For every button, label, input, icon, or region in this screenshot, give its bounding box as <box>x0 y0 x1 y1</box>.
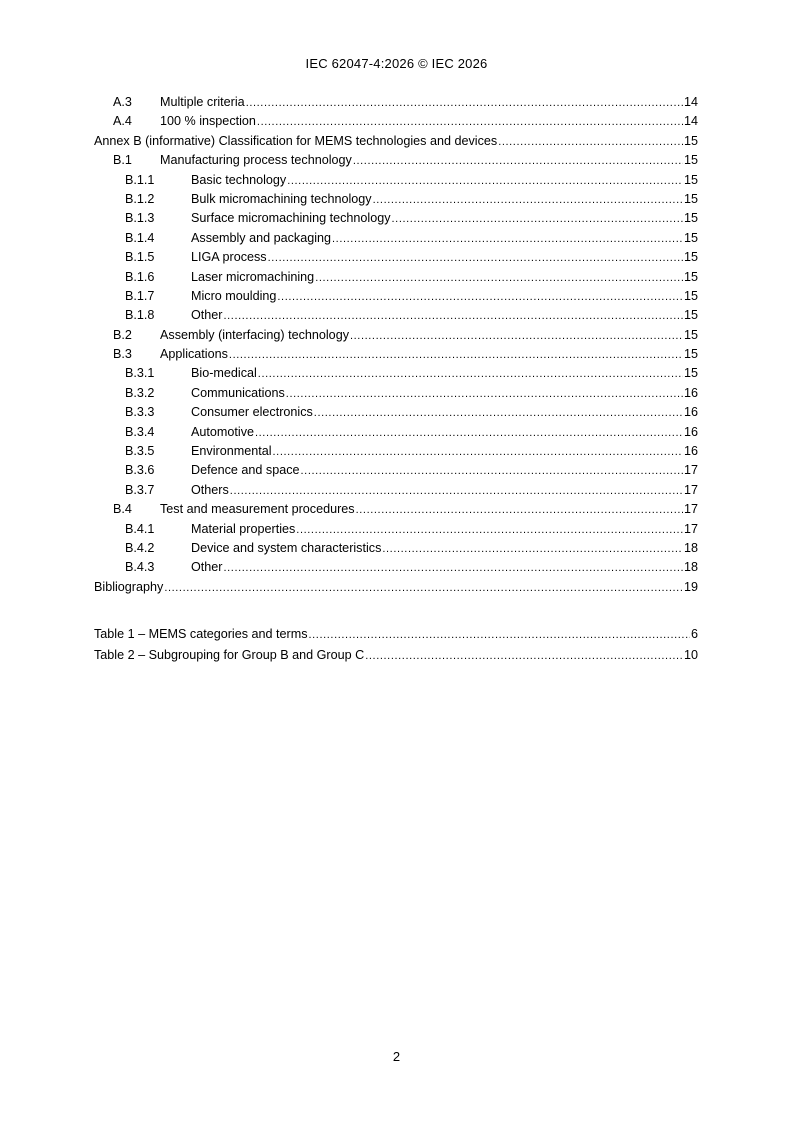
toc-entry-title: Table 1 – MEMS categories and terms <box>94 627 308 641</box>
toc-entry[interactable] <box>94 151 698 170</box>
toc-entry-number: B.3.2 <box>125 385 155 400</box>
toc-entry[interactable] <box>94 520 698 539</box>
toc-entry-number: B.1 <box>113 153 132 168</box>
dot-leader <box>258 365 683 384</box>
toc-entry-title: Automotive <box>191 424 254 439</box>
toc-entry-page: 15 <box>683 366 698 381</box>
toc-entry-number: B.1.6 <box>125 269 155 284</box>
toc-entry[interactable] <box>94 93 698 112</box>
dot-leader <box>273 443 683 462</box>
toc-entry[interactable] <box>94 558 698 577</box>
toc-entry[interactable] <box>94 539 698 558</box>
toc-entry-number: B.3.5 <box>125 444 155 459</box>
toc-entry[interactable] <box>94 268 698 287</box>
toc-entry-number: B.1.2 <box>125 191 155 206</box>
dot-leader <box>356 501 683 520</box>
toc-entry-page: 10 <box>683 648 698 662</box>
toc-entry-number: B.4.1 <box>125 521 155 536</box>
dot-leader <box>286 385 683 404</box>
toc-entry[interactable] <box>94 248 698 267</box>
toc-entry-page: 15 <box>683 269 698 284</box>
toc-entry-title: Others <box>191 482 229 497</box>
toc-entry-title: Device and system characteristics <box>191 540 382 555</box>
toc-entry-number: A.3 <box>113 95 132 109</box>
toc-entry-page: 18 <box>683 540 698 555</box>
toc-entry[interactable] <box>94 578 698 597</box>
toc-entry-number: B.3.7 <box>125 482 155 497</box>
toc-entry-page: 17 <box>683 502 698 517</box>
toc-entry-page: 15 <box>683 250 698 265</box>
toc-entry-page: 15 <box>683 172 698 187</box>
dot-leader <box>296 521 683 540</box>
dot-leader <box>498 133 683 152</box>
dot-leader <box>350 327 683 346</box>
toc-entry[interactable] <box>94 229 698 248</box>
dot-leader <box>332 230 683 249</box>
toc-entry-page: 15 <box>683 347 698 362</box>
page-header: IEC 62047-4:2026 © IEC 2026 <box>305 56 488 71</box>
dot-leader <box>382 540 683 559</box>
toc-entry-page: 16 <box>683 385 698 400</box>
toc-entry-number: B.1.5 <box>125 250 155 265</box>
toc-entry-title: Defence and space <box>191 463 300 478</box>
toc-entry-title: Applications <box>160 347 228 362</box>
dot-leader <box>230 482 683 501</box>
toc-entry[interactable] <box>94 481 698 500</box>
table-of-contents <box>94 93 698 597</box>
toc-entry[interactable] <box>94 442 698 461</box>
toc-entry-number: B.1.3 <box>125 211 155 226</box>
toc-entry-number: B.3.1 <box>125 366 155 381</box>
toc-entry-title: Micro moulding <box>191 288 277 303</box>
toc-entry-page: 15 <box>683 230 698 245</box>
toc-entry[interactable] <box>94 209 698 228</box>
toc-entry-number: B.4.2 <box>125 540 155 555</box>
toc-entry-title: Laser micromachining <box>191 269 315 284</box>
toc-entry-page: 14 <box>683 114 698 129</box>
dot-leader <box>392 210 683 229</box>
toc-entry-title: Bulk micromachining technology <box>191 191 372 206</box>
toc-entry-page: 16 <box>683 405 698 420</box>
dot-leader <box>353 152 683 171</box>
toc-entry-title: Assembly and packaging <box>191 230 332 245</box>
toc-entry[interactable] <box>94 190 698 209</box>
dot-leader <box>309 625 690 646</box>
dot-leader <box>373 191 683 210</box>
dot-leader <box>224 307 683 326</box>
toc-entry-number: B.4.3 <box>125 560 155 575</box>
dot-leader <box>315 269 683 288</box>
dot-leader <box>365 646 683 667</box>
toc-entry-page: 15 <box>683 191 698 206</box>
toc-entry-title: Annex B (informative) Classification for MEMS technologies and devices <box>94 133 498 148</box>
toc-entry-page: 16 <box>683 444 698 459</box>
dot-leader <box>255 424 683 443</box>
toc-entry-number: B.2 <box>113 327 132 342</box>
toc-entry-page: 15 <box>683 327 698 342</box>
page-number: 2 <box>392 1049 401 1064</box>
toc-entry[interactable] <box>94 287 698 306</box>
toc-entry-number: B.3.6 <box>125 463 155 478</box>
toc-entry-page: 15 <box>683 288 698 303</box>
dot-leader <box>246 94 683 113</box>
toc-entry-title: Manufacturing process technology <box>160 153 352 168</box>
toc-entry-page: 16 <box>683 424 698 439</box>
toc-entry-page: 14 <box>683 95 698 109</box>
toc-entry-number: B.1.1 <box>125 172 155 187</box>
toc-entry-title: LIGA process <box>191 250 267 265</box>
table-list-entry[interactable] <box>94 624 698 645</box>
toc-entry-title: Other <box>191 308 223 323</box>
toc-entry-title: 100 % inspection <box>160 114 256 129</box>
toc-entry-title: Test and measurement procedures <box>160 502 355 517</box>
dot-leader <box>268 249 683 268</box>
toc-entry[interactable] <box>94 326 698 345</box>
toc-entry-page: 19 <box>683 579 698 594</box>
toc-entry[interactable] <box>94 112 698 131</box>
toc-entry-page: 17 <box>683 482 698 497</box>
toc-entry[interactable] <box>94 384 698 403</box>
toc-entry-page: 17 <box>683 521 698 536</box>
toc-entry[interactable] <box>94 306 698 325</box>
toc-entry-number: B.1.8 <box>125 308 155 323</box>
toc-entry-number: A.4 <box>113 114 132 129</box>
toc-entry-number: B.3.4 <box>125 424 155 439</box>
dot-leader <box>314 404 683 423</box>
toc-entry-title: Other <box>191 560 223 575</box>
toc-entry[interactable] <box>94 423 698 442</box>
toc-entry[interactable] <box>94 403 698 422</box>
toc-entry-page: 15 <box>683 308 698 323</box>
toc-entry-number: B.1.4 <box>125 230 155 245</box>
toc-entry-page: 6 <box>690 627 698 641</box>
toc-entry-title: Consumer electronics <box>191 405 313 420</box>
toc-entry-number: B.3 <box>113 347 132 362</box>
toc-entry-title: Basic technology <box>191 172 287 187</box>
toc-entry[interactable] <box>94 500 698 519</box>
dot-leader <box>301 462 683 481</box>
toc-entry[interactable] <box>94 364 698 383</box>
toc-entry-title: Communications <box>191 385 285 400</box>
toc-entry-title: Table 2 – Subgrouping for Group B and Group C <box>94 648 365 662</box>
toc-entry-title: Surface micromachining technology <box>191 211 391 226</box>
toc-entry-number: B.1.7 <box>125 288 155 303</box>
dot-leader <box>224 559 683 578</box>
toc-entry-page: 15 <box>683 153 698 168</box>
toc-entry-number: B.4 <box>113 502 132 517</box>
list-of-tables <box>94 624 698 666</box>
dot-leader <box>257 113 683 132</box>
table-list-entry[interactable] <box>94 645 698 666</box>
toc-entry-page: 18 <box>683 560 698 575</box>
toc-entry-title: Bio-medical <box>191 366 257 381</box>
dot-leader <box>164 579 683 598</box>
dot-leader <box>277 288 683 307</box>
dot-leader <box>229 346 683 365</box>
toc-entry-page: 15 <box>683 133 698 148</box>
toc-entry[interactable] <box>94 132 698 151</box>
toc-entry-title: Bibliography <box>94 579 164 594</box>
toc-entry-page: 15 <box>683 211 698 226</box>
toc-entry-title: Multiple criteria <box>160 95 245 109</box>
toc-entry-title: Assembly (interfacing) technology <box>160 327 349 342</box>
toc-entry-page: 17 <box>683 463 698 478</box>
toc-entry-number: B.3.3 <box>125 405 155 420</box>
toc-entry[interactable] <box>94 345 698 364</box>
toc-entry[interactable] <box>94 461 698 480</box>
toc-entry[interactable] <box>94 171 698 190</box>
dot-leader <box>287 172 683 191</box>
toc-entry-title: Material properties <box>191 521 296 536</box>
toc-entry-title: Environmental <box>191 444 272 459</box>
